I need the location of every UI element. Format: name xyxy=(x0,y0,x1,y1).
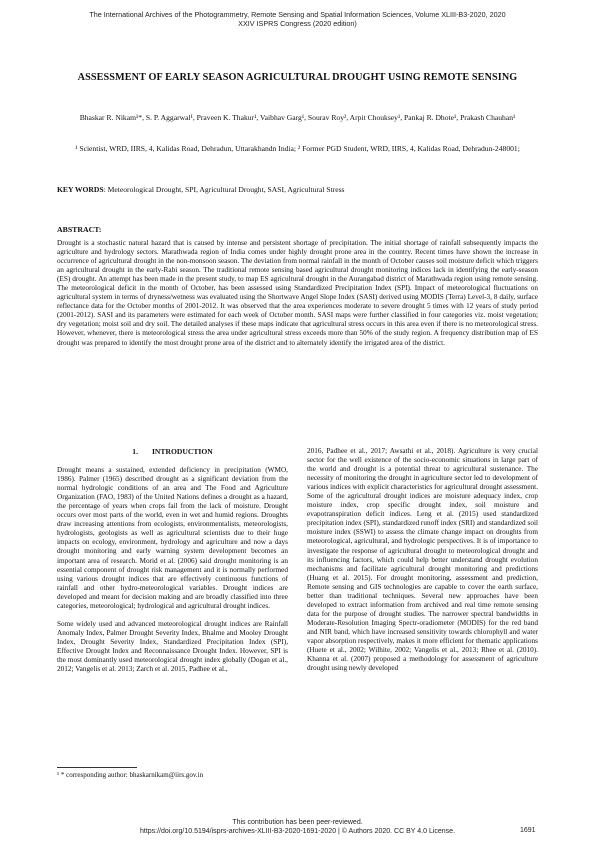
footnote: ¹ * corresponding author: bhaskarnikam@iirs.gov.in xyxy=(57,771,204,779)
section-number: 1. xyxy=(132,447,138,456)
affiliations: ¹ Scientist, WRD, IIRS, 4, Kalidas Road, Dehradun, Uttarakhandn India; ² Former PGD Student, WRD, IIRS, 4, Kalidas Road, Dehradun-248001; xyxy=(75,144,520,153)
section-title: INTRODUCTION xyxy=(151,447,213,456)
footnote-divider xyxy=(57,767,137,768)
journal-header-line2: XXIV ISPRS Congress (2020 edition) xyxy=(238,19,357,28)
journal-header xyxy=(40,10,555,28)
right-column xyxy=(307,447,538,673)
keywords-text: : Meteorological Drought, SPI, Agricultural Drought, SASI, Agricultural Stress xyxy=(103,185,345,194)
author-list: Bhaskar R. Nikam¹*, S. P. Aggarwal¹, Praveen K. Thakur¹, Vaibhav Garg¹, Sourav Roy², Arpit Chouksey¹, Pankaj R. Dhote¹, Prakash Chauhan¹ xyxy=(79,113,516,122)
paragraph: 2016, Padhee et al., 2017; Awsathi et al., 2018). Agriculture is very crucial sector for the well existence of the socio-economic situations in large part of the world and drought is a potential threat to agricultural sustenance. The necessity of monitoring the drought in agriculture sector led to development of various indices with explicit characteristics for agricultural drought assessment. Some of the agricultural drought indices are moisture adequacy index, crop moisture index, crop specific drought index, soil moisture and evapotranspiration deficit indices. Leng et al. (2015) used standardized precipitation index (SPI), standardized runoff index (SRI) and standardized soil moisture index (SSWI) to assess the climate change impact on droughts from meteorological, agricultural, and hydrologic perspectives. It is of importance to investigate the response of agricultural drought to meteorological drought and its influencing factors, which could help better understand drought evolution mechanisms and facilitate agricultural drought monitoring and predictions (Huang et al. 2015). For drought monitoring, assessment and prediction, Remote sensing and GIS technologies are capable to cover the earth surface, better than traditional techniques. Several new approaches have been developed to extract information from archived and real time remote sensing data for the purpose of drought studies. The narrower spectral bandwidths in Moderate-Resolution Imaging Spectr-oradiometer (MODIS) for the red band and NIR band, which have increased sensitivity towards chlorophyll and water vapor absorption respectively, makes it more efficient for thematic applications (Huete et al., 2002; Wilhite, 2002; Vangelis et al., 2013; Rhee et al. (2010). Khanna et al. (2007) proposed a methodology for assessment of agriculture drought using newly developed xyxy=(307,447,538,673)
journal-header-line1: The International Archives of the Photogrammetry, Remote Sensing and Spatial Information Sciences, Volume XLIII-B3-2020, 2020 xyxy=(89,10,506,19)
paragraph: Drought means a sustained, extended deficiency in precipitation (WMO, 1986). Palmer (1965) described drought as a significant deviation from the normal hydrologic conditions of an area and The Food and Agriculture Organization (FAO, 1983) of the United Nations defines a drought as a hazard, the percentage of years when crops fail from the lack of moisture. Drought occurs over most parts of the world, even in wet and humid regions. Droughts draw increasing attentions from ecologists, environmentalists, meteorologists, hydrologists, geologists as well as agricultural scientists due to their huge impacts on ecology, environment, hydrology and agriculture and now a days drought monitoring and early warning system development becomes an important area of research. Morid et al. (2006) said drought monitoring is an essential component of drought risk management and it is normally performed using various drought indices that are effectively continuous functions of rainfall and other hydro-meteorological variables. Drought indices are developed and meant for decision making and are broadly classified into three categories, meteorological; hydrological and agricultural drought indices. xyxy=(57,466,288,610)
section-heading-introduction xyxy=(57,447,288,456)
keywords xyxy=(57,185,537,195)
paragraph: Some widely used and advanced meteorological drought indices are Rainfall Anomaly Index, Palmer Drought Severity Index, Bhalme and Mooley Drought Index, Drought Severity Index, Standardized Precipitation Index (SPI), Effective Drought Index and Reconnaissance Drought Index. However, SPI is the most dominantly used meteorological drought index globally (Dogan et al., 2012; Vangelis et al. 2013; Zarch et al. 2015, Padhee et al., xyxy=(57,619,288,674)
page-number: 1691 xyxy=(520,827,536,834)
abstract-text: Drought is a stochastic natural hazard that is caused by intense and persistent shortage of precipitation. The initial shortage of rainfall subsequently impacts the agriculture and hydrology sectors. Marathwada region of India comes under highly drought prone area in the country. Recent times have shown the increase in occurrence of agricultural drought in the non-monsoon season. The deviation from normal rainfall in the month of October causes soil moisture deficit which triggers an agricultural drought in the early-Rabi season. The traditional remote sensing based agricultural drought monitoring indices lack in identifying the early-season (ES) drought. An attempt has been made in the present study, to map ES agricultural drought in the Aurangabad district of Marathwada region using remote sensing. The meteorological deficit in the month of October, has been assessed using Standardized Precipitation Index (SPI). Impact of meteorological fluctuations on agricultural system in terms of dryness/wetness was evaluated using the Shortwave Angel Slope Index (SASI) derived using MODIS (Terra) Level-3, 8 daily, surface reflectance data for the October months of 2001-2012. It was observed that the area experiences moderate to severe drought 5 times with 12 years of study period (2001-2012). SASI and its parameters were estimated for each week of October month. SASI maps were further classified in four categories viz. moist vegetation; dry vegetation; moist soil and dry soil. The detailed analyses if these maps indicate that agricultural stress occurs in this area even if there is no meteorological stress. However, whenever, there is meteorological stress the area under agricultural stress exceeds more than 50% of the study region. A frequency distribution map of ES drought was prepared to identify the most drought prone area of the district and to alternately identify the irrigated area of the district. xyxy=(57,239,538,347)
doi-license-line[interactable]: https://doi.org/10.5194/isprs-archives-XLIII-B3-2020-1691-2020 | © Authors 2020. CC BY 4.0 License. xyxy=(139,828,456,835)
keywords-label: KEY WORDS xyxy=(57,185,104,194)
abstract-heading: ABSTRACT: xyxy=(57,225,102,234)
left-column xyxy=(57,447,288,674)
paper-title: ASSESSMENT OF EARLY SEASON AGRICULTURAL DROUGHT USING REMOTE SENSING xyxy=(77,72,518,83)
peer-review-note: This contribution has been peer-reviewed. xyxy=(232,819,363,826)
page-footer xyxy=(40,818,555,836)
